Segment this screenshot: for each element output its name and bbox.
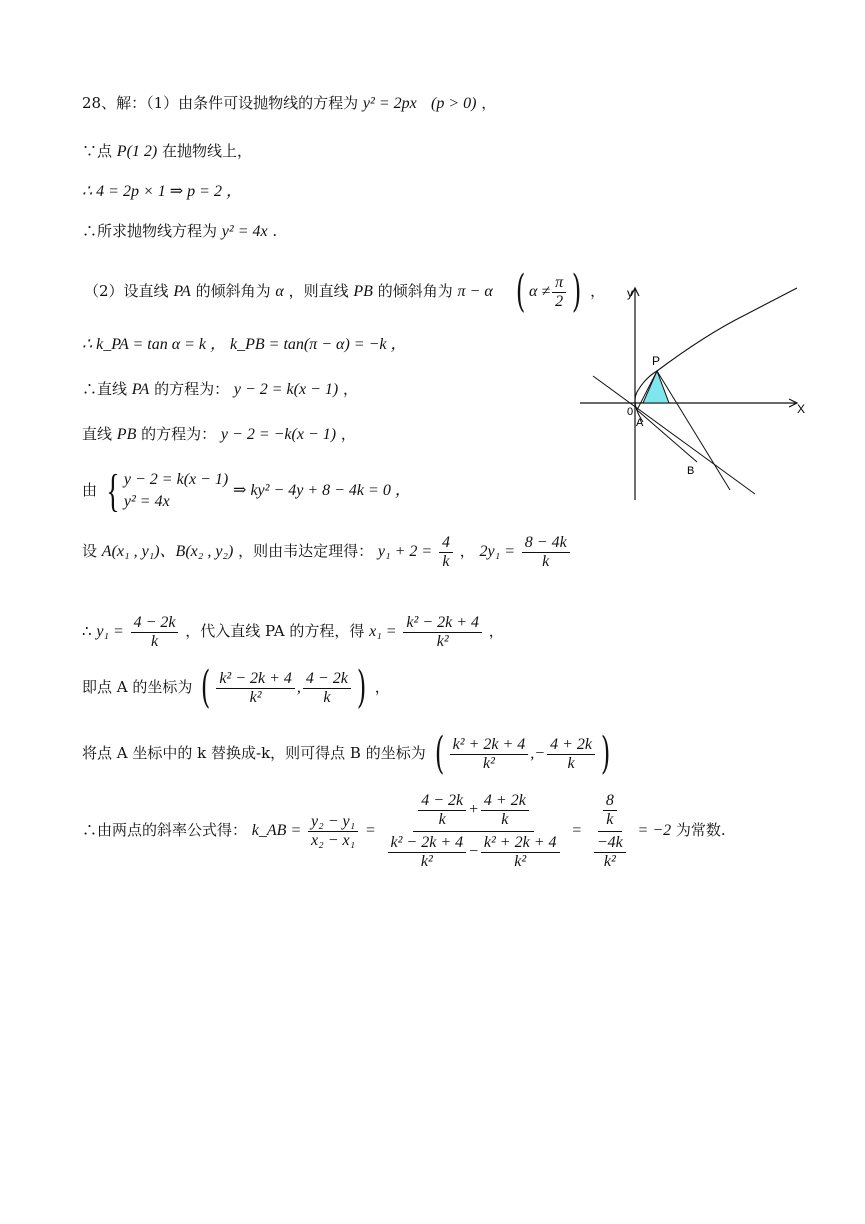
fraction-denominator: k²	[436, 632, 449, 650]
solution-line-14	[82, 790, 726, 871]
solution-line-11	[82, 610, 504, 653]
formula: PB	[353, 283, 373, 300]
point-a-label: A	[636, 417, 644, 429]
fraction-denominator: k	[150, 632, 159, 650]
formula: y² = 2px	[362, 95, 417, 112]
operator: −	[468, 843, 479, 860]
fraction-numerator: y₂ − y₁	[308, 813, 358, 832]
fraction-numerator: 8 − 4k	[522, 534, 570, 553]
fraction-numerator: 4 + 2k	[481, 792, 529, 811]
fraction-denominator: 2	[555, 292, 564, 310]
solution-line-2	[82, 140, 252, 163]
fraction-denominator: x₂ − x₁	[311, 831, 356, 849]
chord-ab	[637, 410, 697, 462]
fraction-numerator: k² − 2k + 4	[403, 614, 482, 633]
fraction-denominator: k²	[483, 754, 495, 772]
text: ,−	[530, 745, 546, 762]
point-a-coordinates: ( $\frac{\text{k² − 2k + 4}}{\text{k²}}$ , $\frac{4 - 2k}{k}$ )	[201, 662, 367, 713]
text: 的倾斜角为	[377, 282, 453, 300]
system-row: y² = 4x	[123, 493, 170, 510]
fraction-denominator: k	[567, 754, 575, 772]
origin-label: 0	[627, 406, 634, 418]
point-b-coordinates: ( $\frac{\text{k² + 2k + 4}}{\text{k²}}$ ,− $\frac{4 + 2k}{k}$ )	[434, 728, 611, 779]
formula: 2y₁ =	[479, 543, 515, 560]
x-axis-label: X	[797, 402, 806, 416]
fraction-numerator: k² + 2k + 4	[481, 834, 560, 853]
formula: α ≠	[528, 283, 551, 300]
solution-line-1	[82, 92, 496, 115]
text: .	[272, 222, 278, 240]
formula: A(x₁ , y₁)、B(x₂ , y₂)	[101, 543, 234, 560]
formula: =	[571, 822, 583, 839]
text: 的方程为：	[154, 380, 230, 398]
text: ，	[340, 425, 356, 443]
shaded-triangle	[643, 371, 669, 403]
fraction-numerator: k² + 2k + 4	[450, 736, 529, 755]
text: 的倾斜角为	[195, 282, 271, 300]
solution-line-10	[82, 530, 572, 573]
fraction-denominator: k	[501, 810, 509, 828]
solution-line-6	[82, 333, 406, 356]
text: ，	[374, 678, 390, 696]
fraction-numerator: π	[552, 274, 566, 293]
text: ，则直线	[288, 282, 349, 300]
condition-group: ( α ≠ $\frac{\pi}{2}$ )	[515, 266, 582, 317]
text: ，	[590, 282, 606, 300]
text: 直线	[82, 425, 113, 443]
text: 即点 A 的坐标为	[82, 678, 193, 696]
text: 由	[82, 481, 98, 499]
fraction-denominator: k²	[603, 852, 616, 870]
text: （2）设直线	[84, 282, 169, 300]
solution-line-9	[82, 465, 411, 516]
formula: y − 2 = −k(x − 1)	[220, 426, 337, 443]
formula: ∴ 4 = 2p × 1 ⇒ p = 2 ，	[82, 183, 242, 200]
formula: PA	[173, 283, 191, 300]
operator: +	[468, 801, 479, 818]
formula: α	[275, 283, 284, 300]
point-p-label: P	[652, 354, 661, 368]
compound-fraction	[383, 792, 565, 871]
formula: y₁ + 2 =	[377, 543, 433, 560]
fraction-numerator: 4 + 2k	[547, 736, 595, 755]
formula: P(1 2)	[116, 143, 158, 160]
text: ，	[481, 94, 497, 112]
formula: ∴ k_PA = tan α = k ， k_PB = tan(π − α) = −k ，	[82, 336, 407, 353]
y-axis-label: y	[627, 286, 633, 300]
system-row: y − 2 = k(x − 1)	[123, 471, 229, 488]
fraction-numerator: k² − 2k + 4	[388, 834, 467, 853]
formula: ⇒ ky² − 4y + 8 − 4k = 0 ，	[233, 482, 411, 499]
fraction-denominator: k	[438, 810, 446, 828]
text: ∴所求抛物线方程为	[82, 222, 218, 240]
text: ∵点	[82, 142, 113, 160]
text: ，则由韦达定理得：	[238, 542, 374, 560]
formula: y₁ =	[96, 623, 124, 640]
text: 28、解：（1）由条件可设抛物线的方程为	[82, 94, 359, 112]
text: ∴由两点的斜率公式得：	[82, 821, 248, 839]
text: ，	[459, 542, 475, 560]
fraction-numerator: 8	[603, 792, 617, 811]
text: ∴直线	[82, 380, 128, 398]
formula: k_AB =	[251, 822, 302, 839]
text: ∴	[82, 622, 92, 640]
formula: =	[364, 822, 376, 839]
solution-line-3	[82, 180, 242, 203]
compound-fraction	[589, 792, 631, 871]
text: ，	[343, 380, 359, 398]
solution-line-13	[82, 730, 614, 777]
formula: x₁ =	[369, 623, 397, 640]
point-b-label: B	[687, 465, 695, 477]
fraction-numerator: 4 − 2k	[418, 792, 466, 811]
solution-line-4	[82, 220, 277, 243]
fraction-numerator: 4	[439, 534, 453, 553]
solution-line-7	[82, 378, 358, 401]
formula: PA	[131, 381, 150, 398]
solution-line-8	[82, 423, 356, 446]
fraction-denominator: k²	[514, 852, 527, 870]
text: 的方程为：	[141, 425, 217, 443]
fraction-denominator: k²	[420, 852, 433, 870]
formula: y − 2 = k(x − 1)	[233, 381, 339, 398]
formula: (p > 0)	[431, 95, 477, 112]
fraction-numerator: k² − 2k + 4	[216, 670, 295, 689]
fraction-denominator: k	[442, 552, 450, 570]
text: 在抛物线上，	[162, 142, 253, 160]
fraction-denominator: k²	[249, 688, 262, 706]
text: 将点 A 坐标中的 k 替换成-k，则可得点 B 的坐标为	[82, 744, 426, 762]
text: ,	[296, 679, 301, 696]
fraction-denominator: k	[542, 552, 550, 570]
formula: = −2	[637, 822, 672, 839]
equation-system: { y − 2 = k(x − 1) y² = 4x	[106, 465, 229, 516]
line-pa	[593, 376, 755, 494]
formula: PB	[116, 426, 137, 443]
parabola-figure	[575, 280, 815, 505]
text: 设	[82, 542, 98, 560]
text: ，代入直线 PA 的方程，得	[185, 622, 365, 640]
solution-line-5	[84, 266, 606, 317]
formula: π − α	[457, 283, 493, 300]
fraction-numerator: −4k	[594, 834, 626, 853]
solution-line-12	[82, 664, 390, 711]
fraction-denominator: k	[606, 810, 614, 828]
fraction-denominator: k	[323, 688, 331, 706]
fraction-numerator: 4 − 2k	[303, 670, 351, 689]
formula: y² = 4x	[221, 223, 268, 240]
text: 为常数.	[675, 821, 726, 839]
text: ，	[488, 622, 504, 640]
fraction-numerator: 4 − 2k	[131, 614, 179, 633]
